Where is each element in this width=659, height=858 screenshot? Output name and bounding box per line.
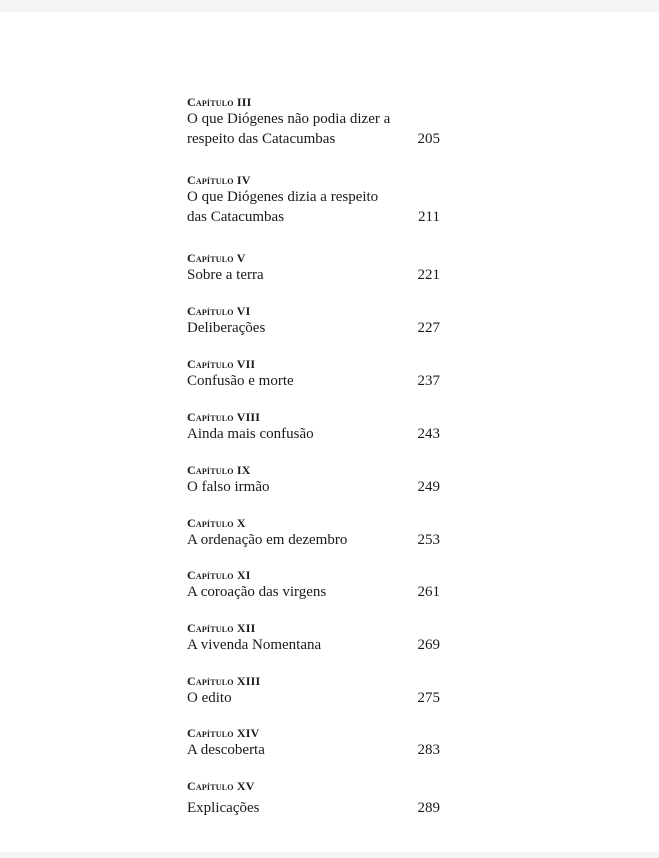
chapter-title: O que Diógenes não podia dizer a respeito das Catacumbas [187,111,391,147]
toc-row [187,109,440,149]
toc-row [187,688,440,708]
chapter-number: Capítulo III [187,95,252,109]
toc-entry [187,173,440,227]
toc-row [187,477,440,497]
page-number: 227 [417,320,440,336]
page-number: 211 [418,209,440,225]
page-number: 237 [417,373,440,389]
toc-entry [187,516,440,550]
chapter-number: Capítulo XII [187,621,256,635]
chapter-number: Capítulo XIV [187,726,260,740]
toc-row [187,265,440,285]
chapter-title: Deliberações [187,320,266,336]
chapter-title: Sobre a terra [187,267,264,283]
toc-row [187,798,440,818]
toc-entry [187,568,440,602]
toc-entry [187,251,440,285]
chapter-title: A vivenda Nomentana [187,637,322,653]
chapter-number: Capítulo VIII [187,410,261,424]
toc-row [187,187,440,227]
toc-row [187,318,440,338]
page-number: 253 [417,532,440,548]
chapter-title: O que Diógenes dizia a respeito das Catacumbas [187,189,379,225]
chapter-title: Confusão e morte [187,373,294,389]
chapter-title: A descoberta [187,742,265,758]
page-number: 249 [417,479,440,495]
chapter-number: Capítulo VI [187,304,251,318]
toc-entry [187,410,440,444]
book-page [0,12,659,852]
chapter-title: Ainda mais confusão [187,426,314,442]
page-number: 269 [417,637,440,653]
chapter-title: O edito [187,690,232,706]
chapter-number: Capítulo XI [187,568,251,582]
page-number: 275 [417,690,440,706]
chapter-number: Capítulo IV [187,173,251,187]
toc-row [187,582,440,602]
page-number: 289 [417,800,440,816]
chapter-number: Capítulo IX [187,463,251,477]
chapter-title: Explicações [187,800,260,816]
toc-entry [187,726,440,760]
page-number: 243 [417,426,440,442]
chapter-title: A ordenação em dezembro [187,532,348,548]
chapter-title: O falso irmão [187,479,270,495]
toc-entry [187,304,440,338]
toc-row [187,371,440,391]
chapter-number: Capítulo XV [187,779,255,793]
toc-entry [187,95,440,149]
toc-entry [187,621,440,655]
page-number: 261 [417,584,440,600]
chapter-number: Capítulo X [187,516,246,530]
page-number: 205 [417,131,440,147]
toc-entry [187,357,440,391]
page-number: 221 [417,267,440,283]
toc-row [187,740,440,760]
chapter-title: A coroação das virgens [187,584,327,600]
chapter-number: Capítulo XIII [187,674,261,688]
toc-row [187,530,440,550]
toc-row [187,635,440,655]
chapter-number: Capítulo VII [187,357,256,371]
toc-entry [187,779,440,818]
toc-row [187,424,440,444]
toc-entry [187,463,440,497]
page-number: 283 [417,742,440,758]
toc-entry [187,674,440,708]
chapter-number: Capítulo V [187,251,246,265]
